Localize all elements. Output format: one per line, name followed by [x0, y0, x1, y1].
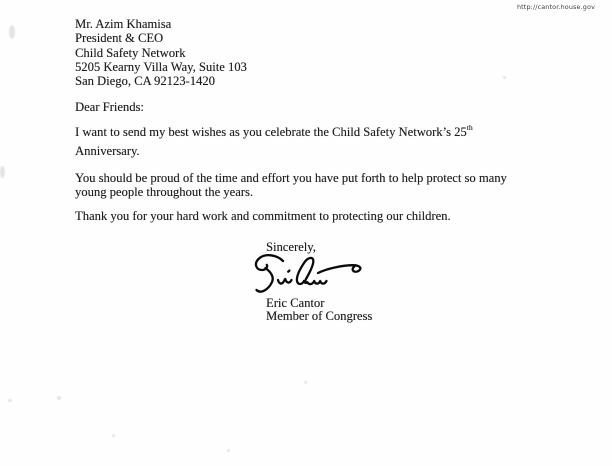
recipient-organization: Child Safety Network	[75, 45, 186, 60]
scan-speck	[304, 381, 307, 384]
handwritten-signature-icon	[252, 253, 366, 297]
signer-name: Eric Cantor	[266, 295, 325, 310]
source-url-text: http://cantor.house.gov	[516, 3, 595, 11]
signer-title: Member of Congress	[266, 308, 373, 323]
scan-speck	[57, 396, 61, 400]
salutation: Dear Friends:	[75, 100, 144, 114]
recipient-street-address: 5205 Kearny Villa Way, Suite 103	[75, 59, 247, 74]
ordinal-suffix: th	[466, 122, 473, 132]
recipient-city-state-zip: San Diego, CA 92123-1420	[75, 74, 215, 89]
closing: Sincerely,	[266, 240, 316, 254]
scan-speck	[503, 76, 506, 79]
paragraph-2-line-2: young people throughout the years.	[75, 185, 254, 199]
scan-speck	[0, 166, 5, 178]
paragraph-2-line-1: You should be proud of the time and effort you have put forth to help protect so many	[75, 170, 507, 185]
recipient-address-block	[75, 17, 247, 88]
scan-speck	[9, 25, 15, 39]
recipient-name: Mr. Azim Khamisa	[75, 17, 172, 31]
paragraph-3: Thank you for your hard work and commitment to protecting our children.	[75, 208, 451, 223]
scan-speck	[8, 399, 12, 402]
paragraph-1-text: I want to send my best wishes as you celebrate the Child Safety Network’s 25	[75, 125, 467, 139]
scan-speck	[227, 449, 230, 452]
recipient-title: President & CEO	[75, 31, 164, 46]
paragraph-1-line-1	[75, 122, 473, 139]
paragraph-1-line-2: Anniversary.	[75, 144, 140, 158]
scan-speck	[112, 434, 115, 437]
